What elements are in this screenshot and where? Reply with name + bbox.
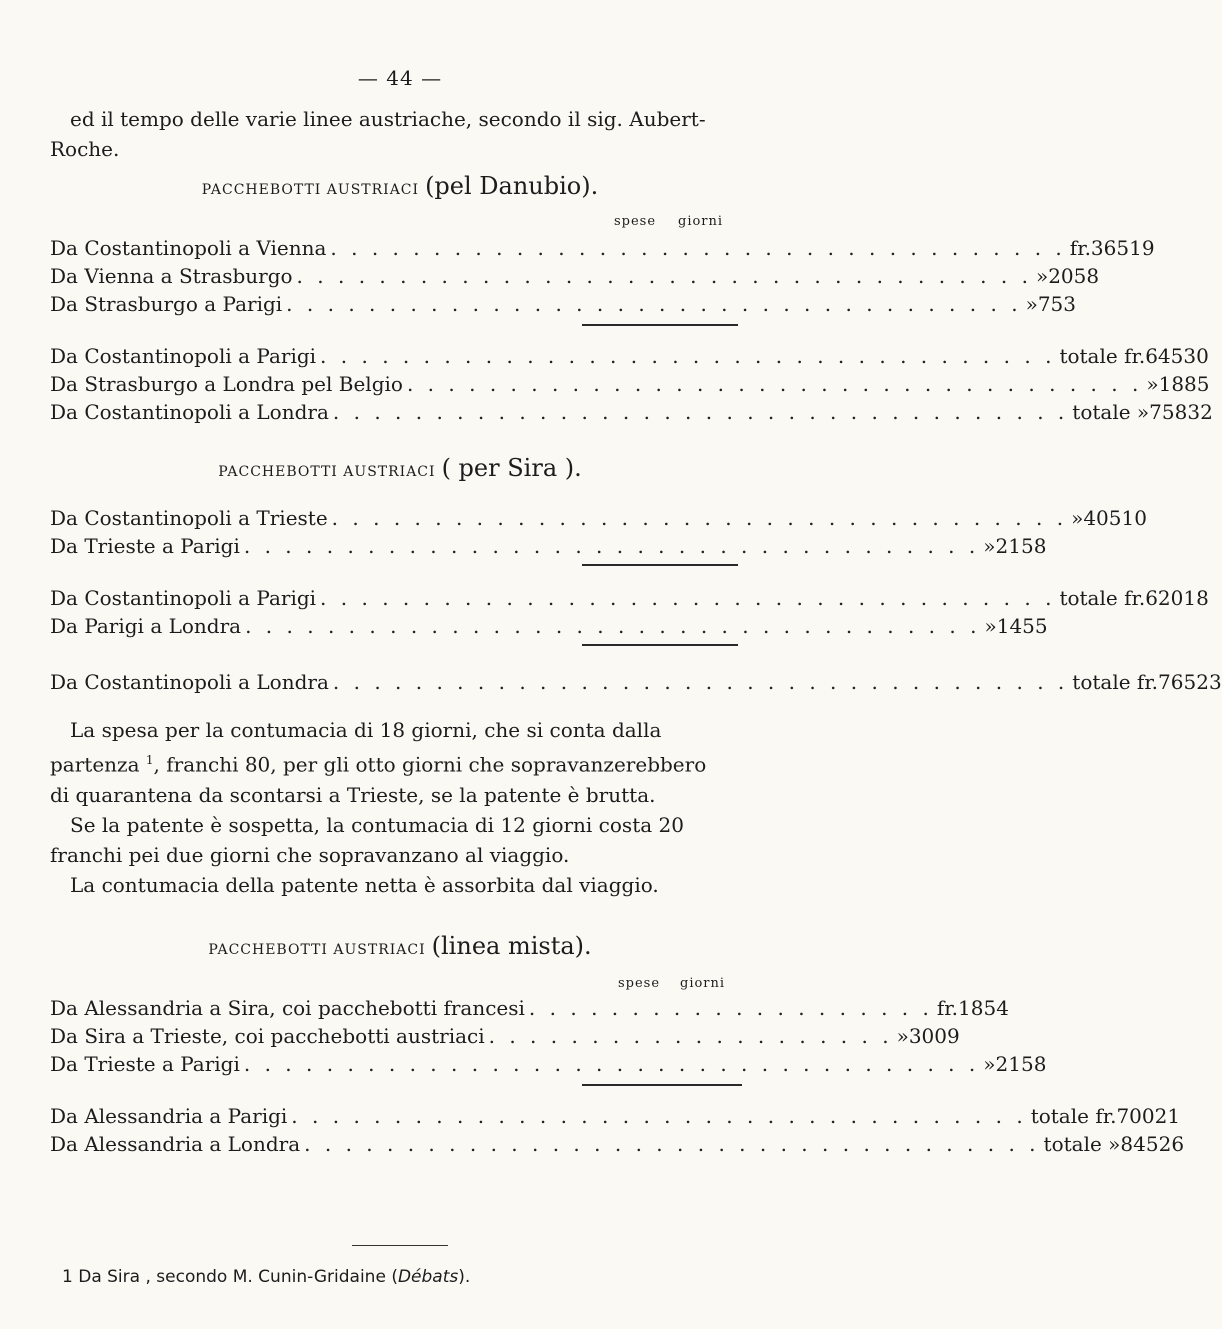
leader-dots: . . . . . . . . . . . . . . . . . . . . . . . . . . . . . . . . . . . . xyxy=(304,1132,1040,1156)
currency-prefix: » xyxy=(1071,506,1084,530)
text-span: franchi pei due giorni che sopravanzano al viaggio. xyxy=(50,842,570,867)
days-value: 5 xyxy=(1196,372,1210,396)
sum-rule xyxy=(582,644,738,646)
leader-dots: . . . . . . . . . . . . . . . . . . . . xyxy=(528,996,933,1020)
route-label: Da Strasburgo a Londra pel Belgio xyxy=(50,372,403,396)
route-label: Da Costantinopoli a Londra xyxy=(50,400,329,424)
total-row xyxy=(50,586,1209,610)
currency-prefix: » xyxy=(983,1052,996,1076)
paragraph-line xyxy=(50,715,750,745)
cost-value: 365 xyxy=(1090,236,1130,260)
cost-value: 405 xyxy=(1083,506,1122,530)
route-label: Da Costantinopoli a Parigi xyxy=(50,344,317,368)
currency-prefix: » xyxy=(1025,292,1038,316)
paragraph-line xyxy=(50,810,750,840)
footnote-end: ). xyxy=(458,1267,471,1287)
table-row xyxy=(50,1024,960,1048)
currency-prefix: totale fr. xyxy=(1059,344,1146,368)
column-header-giorni: giorni xyxy=(678,214,724,229)
leader-dots: . . . . . . . . . . . . . . . . . . . . xyxy=(488,1024,893,1048)
days-value: 10 xyxy=(1121,506,1147,530)
footnote-italic: Débats xyxy=(397,1267,459,1287)
cost-value: 205 xyxy=(1048,264,1087,288)
cost-value: 215 xyxy=(995,1052,1034,1076)
paragraph-line xyxy=(50,780,750,810)
column-header-giorni: giorni xyxy=(680,976,726,991)
currency-prefix: » xyxy=(984,614,997,638)
intro-text xyxy=(50,104,750,164)
cost-value: 75 xyxy=(1037,292,1064,316)
route-label: Da Costantinopoli a Londra xyxy=(50,670,329,694)
currency-prefix: » xyxy=(896,1024,909,1048)
heading-smallcaps: PACCHEBOTTI AUSTRIACI xyxy=(218,464,436,480)
leader-dots: . . . . . . . . . . . . . . . . . . . . . . . . . . . . . . . . . . . . xyxy=(332,400,1069,424)
route-label: Da Sira a Trieste, coi pacchebotti austriaci xyxy=(50,1024,485,1048)
cost-value: 645 xyxy=(1145,344,1184,368)
route-label: Da Costantinopoli a Parigi xyxy=(50,586,317,610)
days-value: 23 xyxy=(1196,670,1222,694)
route-label: Da Alessandria a Londra xyxy=(50,1132,301,1156)
heading-rest: ( per Sira ). xyxy=(441,454,582,482)
route-label: Da Parigi a Londra xyxy=(50,614,242,638)
section-heading-mista xyxy=(0,932,800,960)
currency-prefix: totale fr. xyxy=(1072,670,1159,694)
cost-value: 145 xyxy=(996,614,1035,638)
leader-dots: . . . . . . . . . . . . . . . . . . . . . . . . . . . . . . . . . . . . xyxy=(296,264,1032,288)
footnote-ref: 1 xyxy=(145,753,154,767)
days-value: 8 xyxy=(1033,534,1047,558)
table-row xyxy=(50,506,1147,530)
route-label: Da Trieste a Parigi xyxy=(50,1052,240,1076)
table-row xyxy=(50,534,1047,558)
footnote-text: Da Sira , secondo M. Cunin-Gridaine ( xyxy=(78,1267,398,1287)
column-header-spese: spese xyxy=(614,214,657,229)
text-span: , franchi 80, per gli otto giorni che sopravanzerebbero xyxy=(153,752,707,777)
currency-prefix: totale fr. xyxy=(1030,1104,1117,1128)
heading-rest: (linea mista). xyxy=(431,932,592,960)
days-value: 30 xyxy=(1183,344,1209,368)
heading-smallcaps: PACCHEBOTTI AUSTRIACI xyxy=(208,942,426,958)
total-row xyxy=(50,400,1213,424)
table-row xyxy=(50,996,1009,1020)
currency-prefix: » xyxy=(983,534,996,558)
cost-value: 215 xyxy=(995,534,1034,558)
cost-value: 185 xyxy=(958,996,997,1020)
leader-dots: . . . . . . . . . . . . . . . . . . . . . . . . . . . . . . . . . . . . xyxy=(243,534,980,558)
intro-line-1: ed il tempo delle varie linee austriache, secondo il sig. Aubert- xyxy=(70,107,706,131)
days-value: 32 xyxy=(1187,400,1213,424)
route-label: Da Trieste a Parigi xyxy=(50,534,240,558)
leader-dots: . . . . . . . . . . . . . . . . . . . . . . . . . . . . . . . . . . . . xyxy=(291,1104,1027,1128)
cost-value: 300 xyxy=(908,1024,948,1048)
intro-line-2: Roche. xyxy=(50,137,120,161)
leader-dots: . . . . . . . . . . . . . . . . . . . . . . . . . . . . . . . . . . . . xyxy=(243,1052,980,1076)
cost-value: 845 xyxy=(1120,1132,1159,1156)
table-row xyxy=(50,1052,1047,1076)
cost-value: 700 xyxy=(1116,1104,1155,1128)
total-row xyxy=(50,1132,1185,1156)
days-value: 26 xyxy=(1158,1132,1185,1156)
days-value: 19 xyxy=(1129,236,1155,260)
days-value: 9 xyxy=(947,1024,960,1048)
text-span: La contumacia della patente netta è assorbita dal viaggio. xyxy=(70,872,659,897)
days-value: 5 xyxy=(1034,614,1048,638)
footnote-rule xyxy=(352,1245,448,1246)
paragraph-line xyxy=(50,870,750,900)
days-value: 21 xyxy=(1154,1104,1181,1128)
leader-dots: . . . . . . . . . . . . . . . . . . . . . . . . . . . . . . . . . . . . xyxy=(245,614,981,638)
leader-dots: . . . . . . . . . . . . . . . . . . . . . . . . . . . . . . . . . . . . xyxy=(320,586,1056,610)
total-row xyxy=(50,614,1048,638)
table-row xyxy=(50,264,1100,288)
leader-dots: . . . . . . . . . . . . . . . . . . . . . . . . . . . . . . . . . . . . xyxy=(406,372,1143,396)
total-row xyxy=(50,1104,1181,1128)
route-label: Da Alessandria a Sira, coi pacchebotti francesi xyxy=(50,996,525,1020)
route-label: Da Costantinopoli a Vienna xyxy=(50,236,327,260)
section-heading-sira xyxy=(0,454,800,482)
leader-dots: . . . . . . . . . . . . . . . . . . . . . . . . . . . . . . . . . . . . xyxy=(331,506,1068,530)
currency-prefix: » xyxy=(1146,372,1159,396)
days-value: 3 xyxy=(1063,292,1076,316)
currency-prefix: totale » xyxy=(1043,1132,1121,1156)
total-row xyxy=(50,372,1210,396)
table-row xyxy=(50,236,1155,260)
leader-dots: . . . . . . . . . . . . . . . . . . . . . . . . . . . . . . . . . . . . xyxy=(320,344,1056,368)
total-row xyxy=(50,344,1209,368)
paragraph-line xyxy=(50,840,750,870)
body-paragraphs xyxy=(50,715,750,900)
paragraph-line xyxy=(50,745,750,780)
route-label: Da Vienna a Strasburgo xyxy=(50,264,293,288)
currency-prefix: » xyxy=(1035,264,1049,288)
text-span: di quarantena da scontarsi a Trieste, se la patente è brutta. xyxy=(50,782,656,807)
section-heading-danubio xyxy=(0,172,800,200)
route-label: Da Alessandria a Parigi xyxy=(50,1104,288,1128)
currency-prefix: totale fr. xyxy=(1059,586,1146,610)
column-header-spese: spese xyxy=(618,976,661,991)
cost-value: 188 xyxy=(1158,372,1197,396)
heading-smallcaps: PACCHEBOTTI AUSTRIACI xyxy=(201,182,420,198)
currency-prefix: fr. xyxy=(936,996,958,1020)
sum-rule xyxy=(582,1084,742,1086)
route-label: Da Strasburgo a Parigi xyxy=(50,292,283,316)
days-value: 4 xyxy=(996,996,1009,1020)
footnote-number: 1 xyxy=(62,1267,73,1287)
table-row xyxy=(50,292,1076,316)
cost-value: 758 xyxy=(1149,400,1188,424)
currency-prefix: fr. xyxy=(1069,236,1091,260)
text-span: Se la patente è sospetta, la contumacia di 12 giorni costa 20 xyxy=(70,812,684,837)
sum-rule xyxy=(582,324,738,326)
text-span: La spesa per la contumacia di 18 giorni, che si conta dalla xyxy=(70,718,662,742)
days-value: 18 xyxy=(1183,586,1209,610)
text-span: partenza xyxy=(50,752,140,777)
days-value: 8 xyxy=(1086,264,1100,288)
cost-value: 620 xyxy=(1145,586,1184,610)
route-label: Da Costantinopoli a Trieste xyxy=(50,506,328,530)
leader-dots: . . . . . . . . . . . . . . . . . . . . . . . . . . . . . . . . . . . . xyxy=(286,292,1022,316)
page-number: — 44 — xyxy=(357,66,443,90)
heading-rest: (pel Danubio). xyxy=(425,172,599,200)
leader-dots: . . . . . . . . . . . . . . . . . . . . . . . . . . . . . . . . . . . . xyxy=(330,236,1066,260)
days-value: 8 xyxy=(1033,1052,1047,1076)
leader-dots: . . . . . . . . . . . . . . . . . . . . . . . . . . . . . . . . . . . . xyxy=(332,670,1069,694)
cost-value: 765 xyxy=(1158,670,1197,694)
footnote xyxy=(62,1267,470,1287)
grand-total-row xyxy=(50,670,1222,694)
currency-prefix: totale » xyxy=(1072,400,1150,424)
sum-rule xyxy=(582,564,738,566)
